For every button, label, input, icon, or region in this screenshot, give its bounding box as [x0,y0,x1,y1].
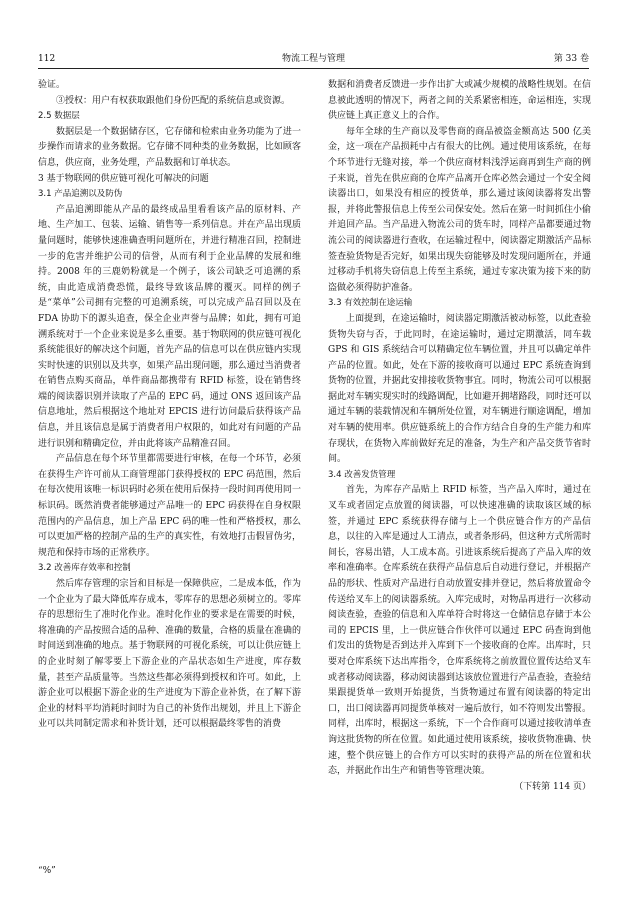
paragraph: 数据层是一个数据储存区，它存储和检索由业务功能为了进一步操作而请求的业务数据。它存储不同种类的业务数据，比如顾客信息，供应商，业务处理，产品数据和订单状态。 [38,126,301,168]
paragraph: 首先，为库存产品贴上 RFID 标签，当产品入库时，通过在叉车或者固定点放置的阅读器，可以快速准确的读取该区域的标签，并通过 EPC 系统获得存储与上一个供应链合作方的产品信息，以往的入库是通过人工清点，或者条形码，但这种方式所需时间长，容易出错，人工成本高。引进该系统后提高了产品入库的效率和准确率。仓库系统在获得产品信息后自动进行登记，并根据产品的形状、性质对产品进行自动放置安排并登记，然后将放置命令传送给叉车上的阅读器系统。入库完成时，对物品再进行一次移动阅读查验，查验的信息和入库单符合时将这一仓储信息存储于本公司的 EPCIS 里，上一供应链合作伙伴可以通过 EPC 码查询到他们发出的货物是否到达并入库到下一个接收商的仓库。出库时，只要对仓库系统下达出库指令，仓库系统将之前放置位置传达给叉车或者移动阅读器，移动阅读器到达该放位置进行产品查验，查验结果跟提货单一致则开始提货，当货物通过布置有阅读器的特定出口，出口阅读器再同提货单核对一遍后放行，如不符则发出警报。同样，出库时，根据这一系统，下一个合作商可以通过接收清单查询这批货物的所在位置。如此通过使用该系统，接收货物准确、快速，整个供应链上的合作方可以实时的获得产品的所在位置和状态，并据此作出生产和销售等管理决策。 [328,485,591,777]
footer-mark: “%” [38,866,56,876]
section-heading: 3 基于物联网的供应链可视化可解决的问题 [38,173,209,184]
page-number: 112 [38,54,56,64]
paragraph: ③授权：用户有权获取跟他们身份匹配的系统信息或资源。 [56,95,291,106]
volume-label: 第 33 卷 [553,54,589,64]
page-header [38,52,589,69]
paragraph: 然后库存管理的宗旨和目标是一保障供应，二是成本低，作为一个企业为了最大降低库存成本，零库存的思想必须树立的。零库存的思想衍生了准时化作业。准时化作业的要求是在需要的时候，将准确的产品按照合适的品种、准确的数量，合格的质量在准确的时间送到准确的地点。基于物联网的可视化系统，可以让供应链上的企业时刻了解零要上下游企业的产品状态如生产进度，库存数量，甚至产品质量等。当然这些都必须得到授权和许可。如此，上游企业可以根据下游企业的生产进度为下游企业补货，在了解下游企业的材料平均消耗时间时为自己的补货作出规划，并且上下游企业可以共同制定需求和补货计划，还可以根据最终零售的消费 [38,579,301,730]
journal-title: 物流工程与管理 [281,54,345,64]
continued-note: （下转第 114 页） [514,781,591,792]
left-column [38,78,301,733]
section-heading: 3.3 有效控制在途运输 [328,298,413,309]
right-column [328,78,591,795]
paragraph: 产品追溯即能从产品的最终成品里看看该产品的原材料、产地、生产加工、包装、运输、销售等一系列信息。并在产品出现质量问题时，能够快速准确查明问题所在，并进行精准召回，控制进一步的危害并维护公司的信誉，从而有利于企业品牌的发展和维持。2008 年的三鹿奶粉就是一个例子，该公司缺乏可追溯的系统，由此造成消费恐慌，最终导致该品牌的覆灭。同样的例子是“菜单”公司拥有完整的可追溯系统，可以完成产品召回以及在 FDA 协助下的源头追查，保全企业声誉与品牌；如此，拥有可追溯系统对于一个企业来说是多么重要。基于物联网的供应链可视化系统能很好的解决这个问题，首先产品的信息可以在供应链内实现实时快速的识别以及共享，如果产品出现问题，那么通过当消费者在销售点购买商品，单件商品都携带有 RFID 标签，设在销售终端的阅读器识别并读取了产品的 EPC 码，通过 ONS 返回该产品信息地址，然后根据这个地址对 EPCIS 进行访问最后获得该产品信息，并且该信息是属于消费者用户权限的，如此对有问题的产品进行识别和精确定位，并由此将该产品精准召回。 [38,204,301,449]
section-heading: 3.1 产品追溯以及防伪 [38,189,123,200]
paragraph: 每年全球的生产商以及零售商的商品被盗金额高达 500 亿美金，这一项在产品损耗中占有很大的比例。通过使用该系统，在每个环节进行无缝对接，举一个供应商材料浅浮运商再到生产商的例子来说，首先在供应商的仓库产品离开仓库必然会通过一个安全阅读器出口，如果没有相应的授货单，那么通过该阅读器将发出警报，并将此警报信息上传至公司保安处。然后在第一时间抓住小偷并追回产品。当产品进入物流公司的货车时，同样产品都要通过物流公司的阅读器进行查收，在运输过程中，阅读器定期激活产品标签查验货物是否完好，如果出现失窃能够及时发现问题所在，并通过移动手机将失窃信息上传至主系统，通过专家决策为接下来的防盗做必须得防护准备。 [328,126,591,293]
paragraph: 数据和消费者反馈进一步作出扩大或减少规模的战略性规划。在信息被此透明的情况下，两者之间的关系紧密相连，命运相连，实现供应链上真正意义上的合作。 [328,80,591,122]
section-heading: 2.5 数据层 [38,111,80,122]
paragraph: 上面提到，在途运输时，阅读器定期激活被动标签，以此查验货物失窃与否，于此同时，在途运输时，通过定期激活，同车载 GPS 和 GIS 系统结合可以精确定位车辆位置，并且可以确定单件产品的位置。如此，处在下游的接收商可以通过 EPC 系统查询到货物的位置，并据此安排接收货物事宜。同时，物流公司可以根据据此对车辆实现实时的线路调配，比如避开拥堵路段，同时还可以通过车辆的装载情况和车辆所处位置，对车辆进行顺途调配，增加对车辆的使用率。供应链系统上的合作方结合自身的生产能力和库存现状，在货物入库前做好充足的准备，为生产和产品交货节省时间。 [328,313,591,465]
section-heading: 3.4 改善发货管理 [328,469,396,480]
section-heading: 3.2 改善库存效率和控制 [38,563,131,574]
paragraph: 产品信息在每个环节里都需要进行审核，在每一个环节，必须在获得生产许可前从工商管理部门获得授权的 EPC 码范围，然后在每次使用该唯一标识码时必须在使用后保持一段时间再使用同一标识码。既然消费者能够通过产品唯一的 EPC 码获得在自身权限范围内的产品信息，加上产品 EPC 码的唯一性和严格授权，那么可以更加严格的控制产品的生产的真实性，有效地打击假冒伪劣，规范和保持市场的正常秩序。 [38,454,301,558]
paragraph: 验证。 [38,80,66,90]
